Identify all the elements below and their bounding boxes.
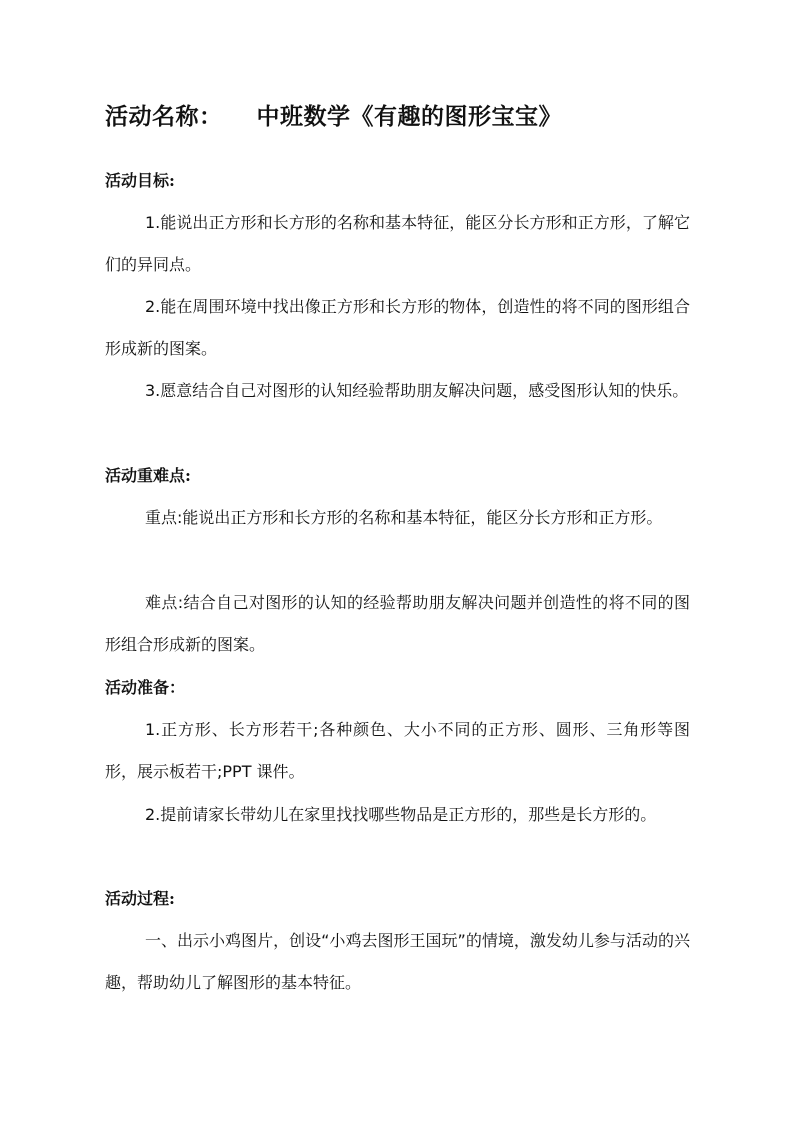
preparation-item-2: 2.提前请家长带幼儿在家里找找哪些物品是正方形的，那些是长方形的。 <box>145 805 657 824</box>
goals-heading: 活动目标: <box>105 171 175 190</box>
title-label: 活动名称： <box>105 103 223 130</box>
preparation-heading: 活动准备： <box>105 678 186 697</box>
goal-item-1: 1.能说出正方形和长方形的名称和基本特征，能区分长方形和正方形，了解它们的异同点。 <box>105 213 690 274</box>
key-point-focus: 重点:能说出正方形和长方形的名称和基本特征，能区分长方形和正方形。 <box>145 508 663 527</box>
document-title <box>105 98 562 131</box>
preparation-item-1: 1.正方形、长方形若干;各种颜色、大小不同的正方形、圆形、三角形等图形，展示板若干;PPT 课件。 <box>105 720 690 781</box>
goal-item-2: 2.能在周围环境中找出像正方形和长方形的物体，创造性的将不同的图形组合形成新的图案。 <box>105 297 690 358</box>
process-heading: 活动过程: <box>105 889 175 908</box>
title-name: 中班数学《有趣的图形宝宝》 <box>256 103 562 130</box>
process-item-1: 一、出示小鸡图片，创设“小鸡去图形王国玩”的情境，激发幼儿参与活动的兴趣，帮助幼儿了解图形的基本特征。 <box>105 931 690 992</box>
key-point-difficulty: 难点:结合自己对图形的认知的经验帮助朋友解决问题并创造性的将不同的图形组合形成新的图案。 <box>105 593 690 654</box>
goal-item-3: 3.愿意结合自己对图形的认知经验帮助朋友解决问题，感受图形认知的快乐。 <box>145 381 689 400</box>
key-points-heading: 活动重难点: <box>105 466 191 485</box>
